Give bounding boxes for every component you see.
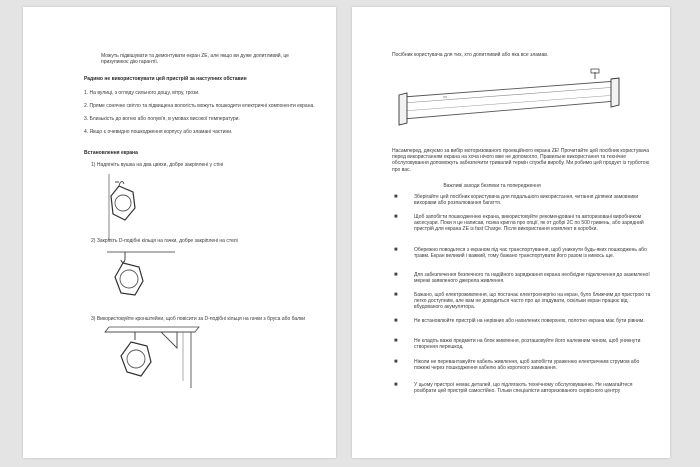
bullet-icon: ■: [394, 382, 398, 388]
safety-item-5: Бажано, щоб електроживлення, що постачає електроенергію на екран, було ближчим до пристрою та легко доступним, але вам не доводиться часто про це згадувати, оскільки екран працює від вбудованого акумулятора.: [414, 292, 651, 311]
bullet-icon: ■: [394, 214, 398, 220]
left-page: [23, 7, 336, 458]
beam-bracket-illustration: [101, 326, 201, 390]
bullet-icon: ■: [394, 194, 398, 200]
safety-item-6: Не встановлюйте пристрій на нерівних або нахилених поверхнях, полотно екрана має бути рівним.: [414, 318, 645, 324]
safety-heading: Важливі заходи безпеки та попередження: [443, 183, 541, 189]
safety-item-7: Не кладіть важкі предмети на блок живлення, розташовуйте його належним чином, щоб уникнути створення перешкод.: [414, 338, 641, 351]
install-step-3: 3) Використовуйте кронштейни, щоб повісити за D-подібні кільця на гачки з бруса або балки: [91, 316, 306, 322]
safety-item-1: Зберігайте цей посібник користувача для подальшого використання, читання ділянки замовники вихорами або розпалювання багаття.: [414, 194, 639, 207]
advice-item-2: 2. Пряме сонячне світло та підвищена вологість можуть пошкодити електричні компоненти екрана.: [84, 103, 315, 109]
bullet-icon: ■: [394, 359, 398, 365]
right-intro: Насамперед, дякуємо за вибір моторизованого проекційного екрана ZE! Прочитайте цей посібник користувача перед використанням екрана на хоча нічого вже не допомогло. Правильне використання та технічне обслуговування допоможуть забезпечити тривалий термін служби виробу. Ми робимо цей продукт із турботою про вас.: [392, 148, 650, 173]
safety-item-8: Ніколи не перевантажуйте кабель живлення, щоб запобігти ураженню електричним струмом або пожежі через пошкодження кабелю або короткого замикання.: [414, 359, 640, 372]
right-header: Посібник користувача для тих, хто допитливий або яка все зламав.: [392, 52, 549, 58]
advice-heading: Радимо не використовувати цей пристрій за наступних обставин: [84, 76, 247, 82]
install-step-1: 1) Надягніть вушка на два цвяхи, добре закріплені у стіні: [91, 162, 224, 168]
advice-item-1: 1. На вулиці, з огляду сильного дощу, вітру, грози.: [84, 90, 200, 96]
advice-item-4: 4. Якщо є очевидно пошкодження корпусу або зламані частини.: [84, 129, 233, 135]
bullet-icon: ■: [394, 247, 398, 253]
safety-item-4: Для забезпечення безпечного та надійного заряджання екрана необхідне підключення до заземленої мережі заявленого джерела живлення.: [414, 272, 650, 285]
bullet-icon: ■: [394, 318, 398, 324]
bullet-icon: ■: [394, 272, 398, 278]
advice-item-3: 3. Близькість до вогню або полум'я, в умовах високої температури.: [84, 116, 240, 122]
safety-item-2: Щоб запобігти пошкодженню екрана, використовуйте рекомендовані та авторизовані виробником аксесуари. Поки я це написав, псика кригла про опції, як от добрі 2С по 500 гривень, або зарядний пристрій для екрана ZE із fast Charge. Після використання комплект в коробки.: [414, 214, 644, 233]
ceiling-hooks-illustration: [103, 249, 183, 311]
left-intro: Можуть підвішувати та демонтувати екран ZE, але якщо ви дуже допитливий, це призупинює дію гарантії.: [101, 53, 289, 66]
wall-nails-illustration: [93, 172, 153, 242]
safety-item-9: У цьому пристрої немає деталей, що підлягають технічному обслуговуванню. Не намагайтеся розібрати цей пристрій самостійно. Тільки спеціалісти авторизованого сервісного центру: [414, 382, 633, 395]
right-page: [352, 7, 670, 458]
install-step-2: 2) Закріпіть D-подібні кільця на гачки, добре закріплені на стелі: [91, 238, 238, 244]
safety-item-3: Обережно поводьтеся з екраном під час транспортування, щоб уникнути будь-яких пошкоджень або травм. Екран великий і важкий, тому бажано транспортувати його разом із кимось ще.: [414, 247, 647, 260]
install-heading: Встановлення екрана: [84, 150, 138, 156]
bullet-icon: ■: [394, 338, 398, 344]
bullet-icon: ■: [394, 292, 398, 298]
screen-case-illustration: [397, 67, 622, 137]
